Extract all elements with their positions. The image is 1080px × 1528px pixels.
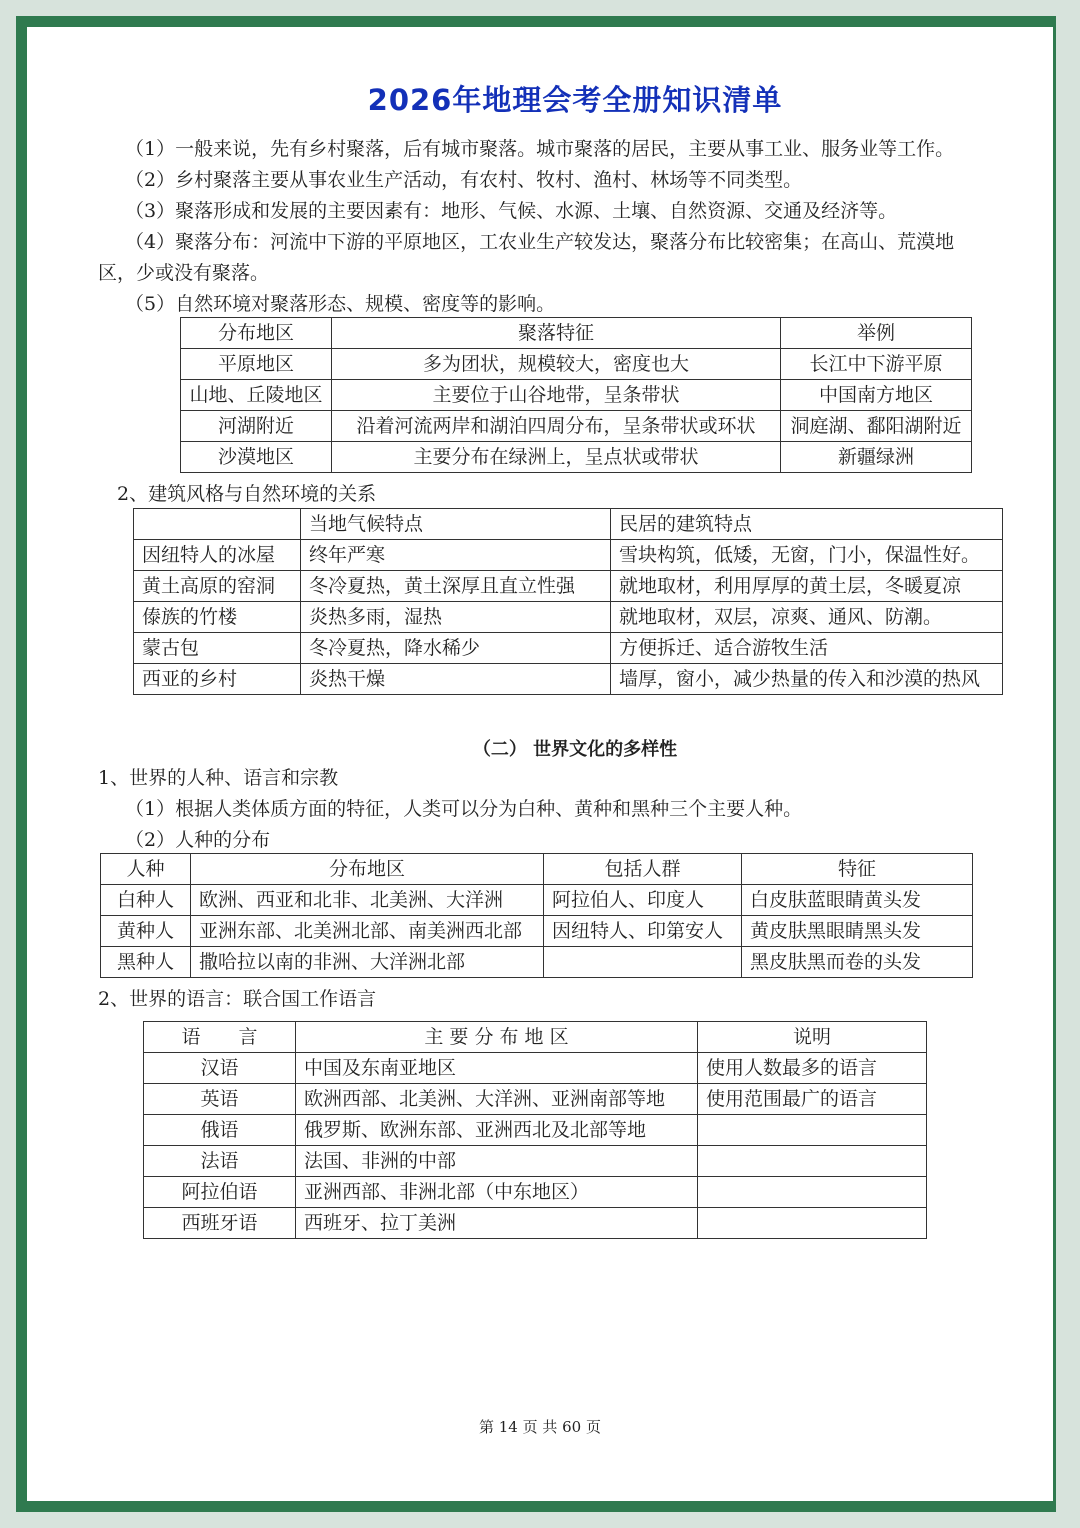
table-row bbox=[101, 947, 973, 978]
table-cell: 因纽特人的冰屋 bbox=[134, 540, 301, 571]
table-cell: 白皮肤蓝眼睛黄头发 bbox=[742, 885, 973, 916]
table-cell: 欧洲、西亚和北非、北美洲、大洋洲 bbox=[191, 885, 544, 916]
table-header: 特征 bbox=[742, 854, 973, 885]
table-row bbox=[144, 1208, 927, 1239]
table-header bbox=[134, 509, 301, 540]
table-cell: 河湖附近 bbox=[181, 411, 332, 442]
table-cell: 黄皮肤黑眼睛黑头发 bbox=[742, 916, 973, 947]
table-header: 举例 bbox=[781, 318, 972, 349]
paragraph-3: （3）聚落形成和发展的主要因素有：地形、气候、水源、土壤、自然资源、交通及经济等。 bbox=[125, 200, 898, 222]
architecture-table bbox=[133, 508, 1003, 695]
table-row bbox=[101, 916, 973, 947]
paragraph-1: （1）一般来说，先有乡村聚落，后有城市聚落。城市聚落的居民，主要从事工业、服务业等工作。 bbox=[125, 138, 955, 160]
table-cell: 主要分布在绿洲上，呈点状或带状 bbox=[332, 442, 781, 473]
table-cell: 主要位于山谷地带，呈条带状 bbox=[332, 380, 781, 411]
table-row bbox=[181, 380, 972, 411]
table-cell: 就地取材，双层，凉爽、通风、防潮。 bbox=[611, 602, 1003, 633]
table-cell: 法国、非洲的中部 bbox=[296, 1146, 698, 1177]
table-cell: 汉语 bbox=[144, 1053, 296, 1084]
table-cell: 西班牙语 bbox=[144, 1208, 296, 1239]
table-header: 分布地区 bbox=[191, 854, 544, 885]
table-header-row bbox=[101, 854, 973, 885]
table-cell: 长江中下游平原 bbox=[781, 349, 972, 380]
table-header: 分布地区 bbox=[181, 318, 332, 349]
heading-architecture: 2、建筑风格与自然环境的关系 bbox=[117, 483, 377, 505]
table-cell: 使用人数最多的语言 bbox=[698, 1053, 927, 1084]
table-cell: 撒哈拉以南的非洲、大洋洲北部 bbox=[191, 947, 544, 978]
table-row bbox=[144, 1115, 927, 1146]
table-cell: 中国南方地区 bbox=[781, 380, 972, 411]
paragraph-5: （5）自然环境对聚落形态、规模、密度等的影响。 bbox=[125, 293, 556, 315]
table-cell: 沙漠地区 bbox=[181, 442, 332, 473]
races-line-1: （1）根据人类体质方面的特征，人类可以分为白种、黄种和黑种三个主要人种。 bbox=[125, 798, 803, 820]
table-cell: 雪块构筑，低矮，无窗，门小，保温性好。 bbox=[611, 540, 1003, 571]
table-cell: 多为团状，规模较大，密度也大 bbox=[332, 349, 781, 380]
page-footer: 第 14 页 共 60 页 bbox=[478, 1418, 601, 1436]
table-cell bbox=[544, 947, 742, 978]
paragraph-4a: （4）聚落分布：河流中下游的平原地区，工农业生产较发达，聚落分布比较密集；在高山、荒漠地 bbox=[125, 231, 955, 253]
table-row bbox=[181, 349, 972, 380]
table-cell: 黑种人 bbox=[101, 947, 191, 978]
table-cell: 亚洲东部、北美洲北部、南美洲西北部 bbox=[191, 916, 544, 947]
table-cell: 俄语 bbox=[144, 1115, 296, 1146]
table-cell: 西班牙、拉丁美洲 bbox=[296, 1208, 698, 1239]
table-row bbox=[101, 885, 973, 916]
paragraph-2: （2）乡村聚落主要从事农业生产活动，有农村、牧村、渔村、林场等不同类型。 bbox=[125, 169, 803, 191]
table-row bbox=[181, 411, 972, 442]
table-cell: 黄种人 bbox=[101, 916, 191, 947]
table-header-row bbox=[144, 1022, 927, 1053]
table-cell: 欧洲西部、北美洲、大洋洲、亚洲南部等地 bbox=[296, 1084, 698, 1115]
settlement-table bbox=[180, 317, 972, 473]
table-row bbox=[144, 1177, 927, 1208]
table-header: 说明 bbox=[698, 1022, 927, 1053]
paragraph-4b: 区，少或没有聚落。 bbox=[98, 262, 270, 284]
table-cell bbox=[698, 1146, 927, 1177]
table-cell: 使用范围最广的语言 bbox=[698, 1084, 927, 1115]
table-cell: 终年严寒 bbox=[301, 540, 611, 571]
table-cell: 蒙古包 bbox=[134, 633, 301, 664]
table-cell: 亚洲西部、非洲北部（中东地区） bbox=[296, 1177, 698, 1208]
table-row bbox=[181, 442, 972, 473]
section-title: （二） 世界文化的多样性 bbox=[472, 739, 678, 760]
table-cell: 冬冷夏热，降水稀少 bbox=[301, 633, 611, 664]
page-title: 2026年地理会考全册知识清单 bbox=[367, 83, 783, 117]
table-row bbox=[144, 1146, 927, 1177]
table-row bbox=[144, 1084, 927, 1115]
table-cell: 洞庭湖、鄱阳湖附近 bbox=[781, 411, 972, 442]
table-cell bbox=[698, 1208, 927, 1239]
table-cell: 英语 bbox=[144, 1084, 296, 1115]
table-row bbox=[134, 602, 1003, 633]
table-header: 民居的建筑特点 bbox=[611, 509, 1003, 540]
table-row bbox=[134, 664, 1003, 695]
race-table bbox=[100, 853, 973, 978]
races-line-2: （2）人种的分布 bbox=[125, 829, 271, 851]
table-header-row bbox=[181, 318, 972, 349]
table-row bbox=[134, 540, 1003, 571]
table-cell: 阿拉伯人、印度人 bbox=[544, 885, 742, 916]
table-cell: 傣族的竹楼 bbox=[134, 602, 301, 633]
table-cell bbox=[698, 1115, 927, 1146]
table-cell: 平原地区 bbox=[181, 349, 332, 380]
table-cell: 墙厚，窗小，减少热量的传入和沙漠的热风 bbox=[611, 664, 1003, 695]
table-header: 当地气候特点 bbox=[301, 509, 611, 540]
table-cell: 黄土高原的窑洞 bbox=[134, 571, 301, 602]
table-cell: 冬冷夏热，黄土深厚且直立性强 bbox=[301, 571, 611, 602]
table-cell bbox=[698, 1177, 927, 1208]
table-cell: 炎热干燥 bbox=[301, 664, 611, 695]
table-cell: 中国及东南亚地区 bbox=[296, 1053, 698, 1084]
language-table bbox=[143, 1021, 927, 1239]
heading-languages: 2、世界的语言：联合国工作语言 bbox=[98, 988, 377, 1010]
table-cell: 山地、丘陵地区 bbox=[181, 380, 332, 411]
table-cell: 新疆绿洲 bbox=[781, 442, 972, 473]
table-header: 主 要 分 布 地 区 bbox=[296, 1022, 698, 1053]
table-cell: 就地取材，利用厚厚的黄土层，冬暖夏凉 bbox=[611, 571, 1003, 602]
table-cell: 法语 bbox=[144, 1146, 296, 1177]
table-row bbox=[134, 571, 1003, 602]
table-cell: 俄罗斯、欧洲东部、亚洲西北及北部等地 bbox=[296, 1115, 698, 1146]
table-cell: 因纽特人、印第安人 bbox=[544, 916, 742, 947]
table-header-row bbox=[134, 509, 1003, 540]
table-cell: 黑皮肤黑而卷的头发 bbox=[742, 947, 973, 978]
table-cell: 阿拉伯语 bbox=[144, 1177, 296, 1208]
table-cell: 沿着河流两岸和湖泊四周分布，呈条带状或环状 bbox=[332, 411, 781, 442]
table-cell: 西亚的乡村 bbox=[134, 664, 301, 695]
table-header: 语 言 bbox=[144, 1022, 296, 1053]
table-header: 包括人群 bbox=[544, 854, 742, 885]
heading-races: 1、世界的人种、语言和宗教 bbox=[98, 767, 339, 789]
table-row bbox=[144, 1053, 927, 1084]
table-cell: 方便拆迁、适合游牧生活 bbox=[611, 633, 1003, 664]
table-cell: 白种人 bbox=[101, 885, 191, 916]
table-header: 聚落特征 bbox=[332, 318, 781, 349]
table-cell: 炎热多雨，湿热 bbox=[301, 602, 611, 633]
table-row bbox=[134, 633, 1003, 664]
table-header: 人种 bbox=[101, 854, 191, 885]
